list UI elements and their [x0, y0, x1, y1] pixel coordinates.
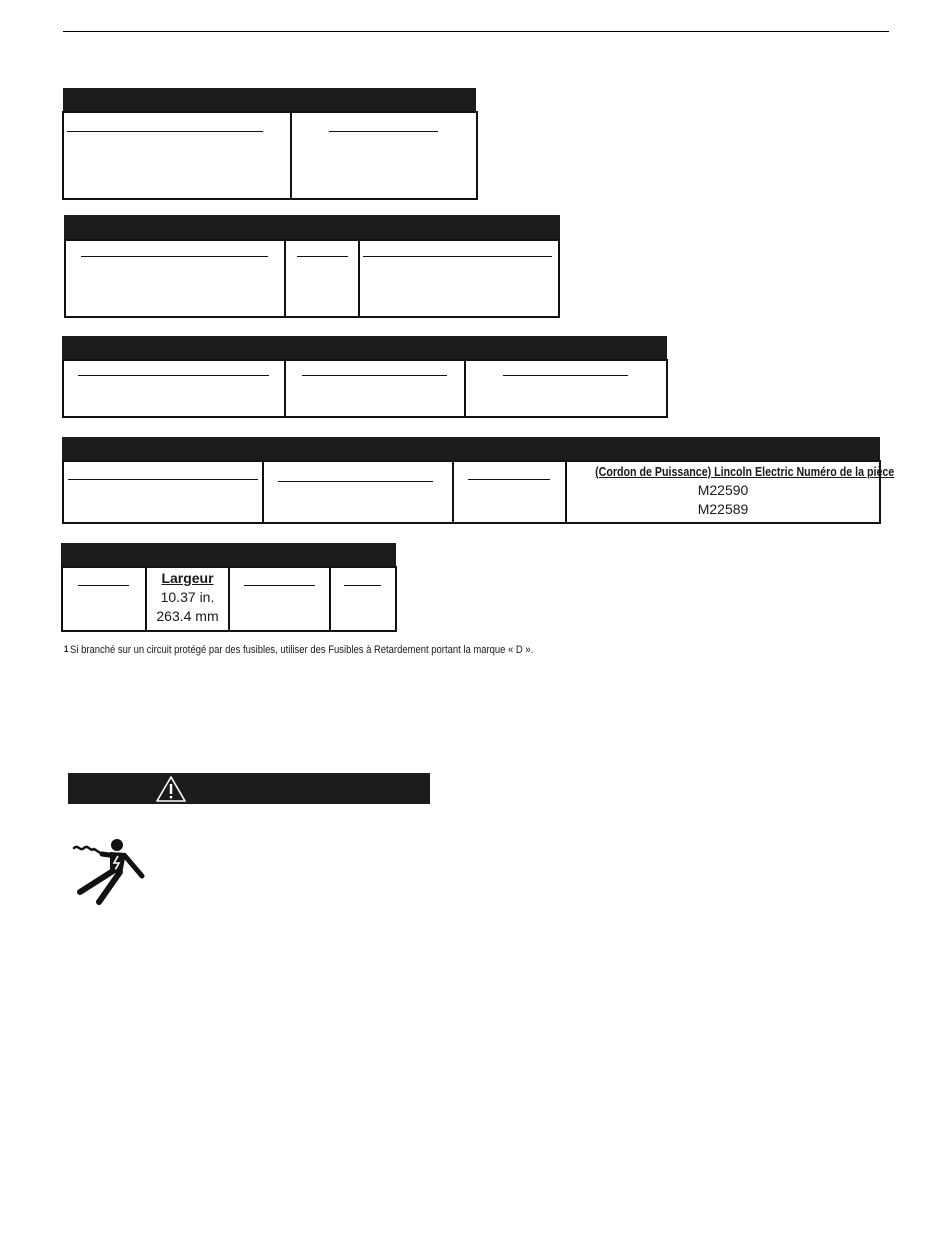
- column-header-underline: [78, 375, 269, 376]
- column-divider: [464, 359, 466, 418]
- footnote-marker: 1: [64, 644, 69, 654]
- column-header-underline: [344, 585, 381, 586]
- electric-shock-icon: [72, 836, 148, 906]
- table-header-bar: [64, 215, 560, 239]
- column-header-underline: [81, 256, 268, 257]
- column-divider: [290, 111, 292, 200]
- column-header-underline: [302, 375, 447, 376]
- width-inches: 10.37 in.: [160, 589, 215, 605]
- column-header-underline: [67, 131, 263, 132]
- warning-triangle-icon: [156, 776, 186, 802]
- column-header-underline: [278, 481, 433, 482]
- width-cell: [147, 569, 228, 626]
- column-divider: [284, 239, 286, 318]
- table-header-bar: [61, 543, 396, 567]
- page-header-rule: [63, 31, 889, 32]
- column-header-underline: [503, 375, 628, 376]
- power-cord-header: (Cordon de Puissance) Lincoln Electric Numéro de la pièce: [595, 464, 895, 479]
- column-header-underline: [244, 585, 315, 586]
- footnote: [64, 644, 533, 656]
- column-divider: [284, 359, 286, 418]
- power-cord-cell: [567, 462, 895, 519]
- column-divider: [262, 460, 264, 524]
- column-header-underline: [468, 479, 550, 480]
- width-millimeters: 263.4 mm: [156, 608, 219, 624]
- table-header-bar: [62, 437, 880, 461]
- part-number: M22589: [697, 501, 749, 517]
- column-header-underline: [68, 479, 258, 480]
- part-number: M22590: [697, 482, 749, 498]
- table-header-bar: [62, 336, 667, 360]
- warning-banner: [68, 773, 430, 804]
- column-header-underline: [329, 131, 438, 132]
- column-divider: [228, 566, 230, 632]
- column-header-underline: [78, 585, 129, 586]
- table-header-bar: [63, 88, 476, 112]
- footnote-text: Si branché sur un circuit protégé par des fusibles, utiliser des Fusibles à Retardement portant la marque « D ».: [70, 644, 534, 656]
- table-body: [64, 239, 560, 318]
- column-header-underline: [297, 256, 348, 257]
- column-header-underline: [363, 256, 552, 257]
- table-body: [62, 111, 478, 200]
- column-divider: [358, 239, 360, 318]
- width-header: Largeur: [161, 570, 214, 586]
- column-divider: [329, 566, 331, 632]
- table-body: [62, 359, 668, 418]
- column-divider: [452, 460, 454, 524]
